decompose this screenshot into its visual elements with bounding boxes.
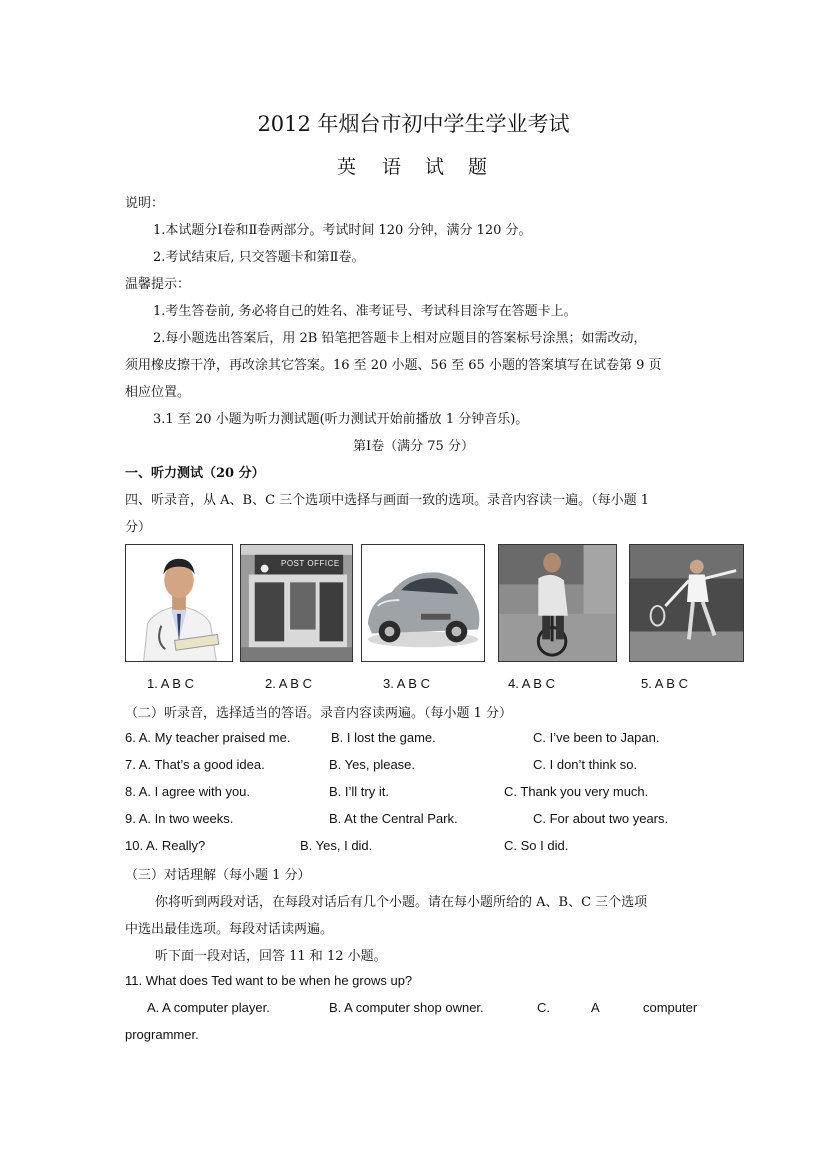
instruction-item: 1.本试题分Ⅰ卷和Ⅱ卷两部分。考试时间 120 分钟，满分 120 分。 xyxy=(153,223,532,238)
exam-title: 2012 年烟台市初中学生学业考试 xyxy=(257,112,570,136)
section-a-instruction: 四、听录音，从 A、B、C 三个选项中选择与画面一致的选项。录音内容读一遍。（每小题 1 xyxy=(125,493,650,508)
picture-post-office xyxy=(240,544,353,662)
picture-label: 3. A B C xyxy=(383,676,430,691)
tip-item: 1.考生答卷前, 务必将自己的姓名、准考证号、考试科目涂写在答题卡上。 xyxy=(153,304,577,319)
question-option-a: 8. A. I agree with you. xyxy=(125,784,251,799)
picture-label: 5. A B C xyxy=(641,676,688,691)
question-option-c: programmer. xyxy=(125,1027,199,1042)
picture-tennis xyxy=(629,544,744,662)
question-option-c: C. For about two years. xyxy=(533,811,669,826)
question-option-c: C. xyxy=(537,1000,550,1015)
instruction-item: 2.考试结束后, 只交答题卡和第Ⅱ卷。 xyxy=(153,250,365,265)
section-c-title: （三）对话理解（每小题 1 分） xyxy=(125,868,311,883)
question-option-c: computer xyxy=(643,1000,698,1015)
section-c-instruction: 你将听到两段对话，在每段对话后有几个小题。请在每小题所给的 A、B、C 三个选项 xyxy=(155,895,648,910)
question-option-a: 10. A. Really? xyxy=(125,838,206,853)
question-option-c: C. Thank you very much. xyxy=(504,784,649,799)
question-option-c: A xyxy=(591,1000,600,1015)
question-option-b: B. A computer shop owner. xyxy=(329,1000,484,1015)
section-b-title: （二）听录音，选择适当的答语。录音内容读两遍。（每小题 1 分） xyxy=(125,706,513,721)
section-a-instruction: 分） xyxy=(125,520,152,535)
question-option-b: B. I lost the game. xyxy=(331,730,436,745)
question-option-b: B. At the Central Park. xyxy=(329,811,458,826)
tip-item: 相应位置。 xyxy=(125,385,191,400)
picture-label: 1. A B C xyxy=(147,676,194,691)
question-option-a: A. A computer player. xyxy=(147,1000,270,1015)
tip-item: 3.1 至 20 小题为听力测试题(听力测试开始前播放 1 分钟音乐)。 xyxy=(153,412,529,427)
instructions-heading: 说明： xyxy=(125,196,165,211)
question-option-a: 6. A. My teacher praised me. xyxy=(125,730,291,745)
picture-label: 2. A B C xyxy=(265,676,312,691)
post-office-sign: POST OFFICE xyxy=(281,559,340,568)
question-option-a: 9. A. In two weeks. xyxy=(125,811,234,826)
question-option-c: C. I don’t think so. xyxy=(533,757,638,772)
picture-label: 4. A B C xyxy=(508,676,555,691)
picture-doctor xyxy=(125,544,233,662)
picture-car xyxy=(361,544,485,662)
question-option-b: B. Yes, please. xyxy=(329,757,416,772)
subtitle-char: 语 xyxy=(382,156,402,178)
subtitle-char: 题 xyxy=(468,156,488,178)
section-c-instruction: 听下面一段对话，回答 11 和 12 小题。 xyxy=(155,949,387,964)
subtitle-char: 试 xyxy=(425,156,445,178)
question-option-a: 7. A. That’s a good idea. xyxy=(125,757,265,772)
question-option-b: B. Yes, I did. xyxy=(300,838,373,853)
tips-heading: 温馨提示： xyxy=(125,277,191,292)
tip-item: 2.每小题选出答案后，用 2B 铅笔把答题卡上相对应题目的答案标号涂黑；如需改动， xyxy=(153,331,647,346)
question-option-c: C. So I did. xyxy=(504,838,569,853)
part-heading: 第Ⅰ卷（满分 75 分） xyxy=(353,439,474,454)
section-title: 一、听力测试（20 分） xyxy=(125,466,265,481)
subtitle-char: 英 xyxy=(337,156,357,178)
question-option-c: C. I’ve been to Japan. xyxy=(533,730,660,745)
tip-item: 须用橡皮擦干净，再改涂其它答案。16 至 20 小题、56 至 65 小题的答案填写在试卷第 9 页 xyxy=(125,358,662,373)
question-option-b: B. I’ll try it. xyxy=(329,784,389,799)
question-11: 11. What does Ted want to be when he grows up? xyxy=(125,973,413,988)
section-c-instruction: 中选出最佳选项。每段对话读两遍。 xyxy=(125,922,334,937)
picture-cyclist xyxy=(498,544,617,662)
